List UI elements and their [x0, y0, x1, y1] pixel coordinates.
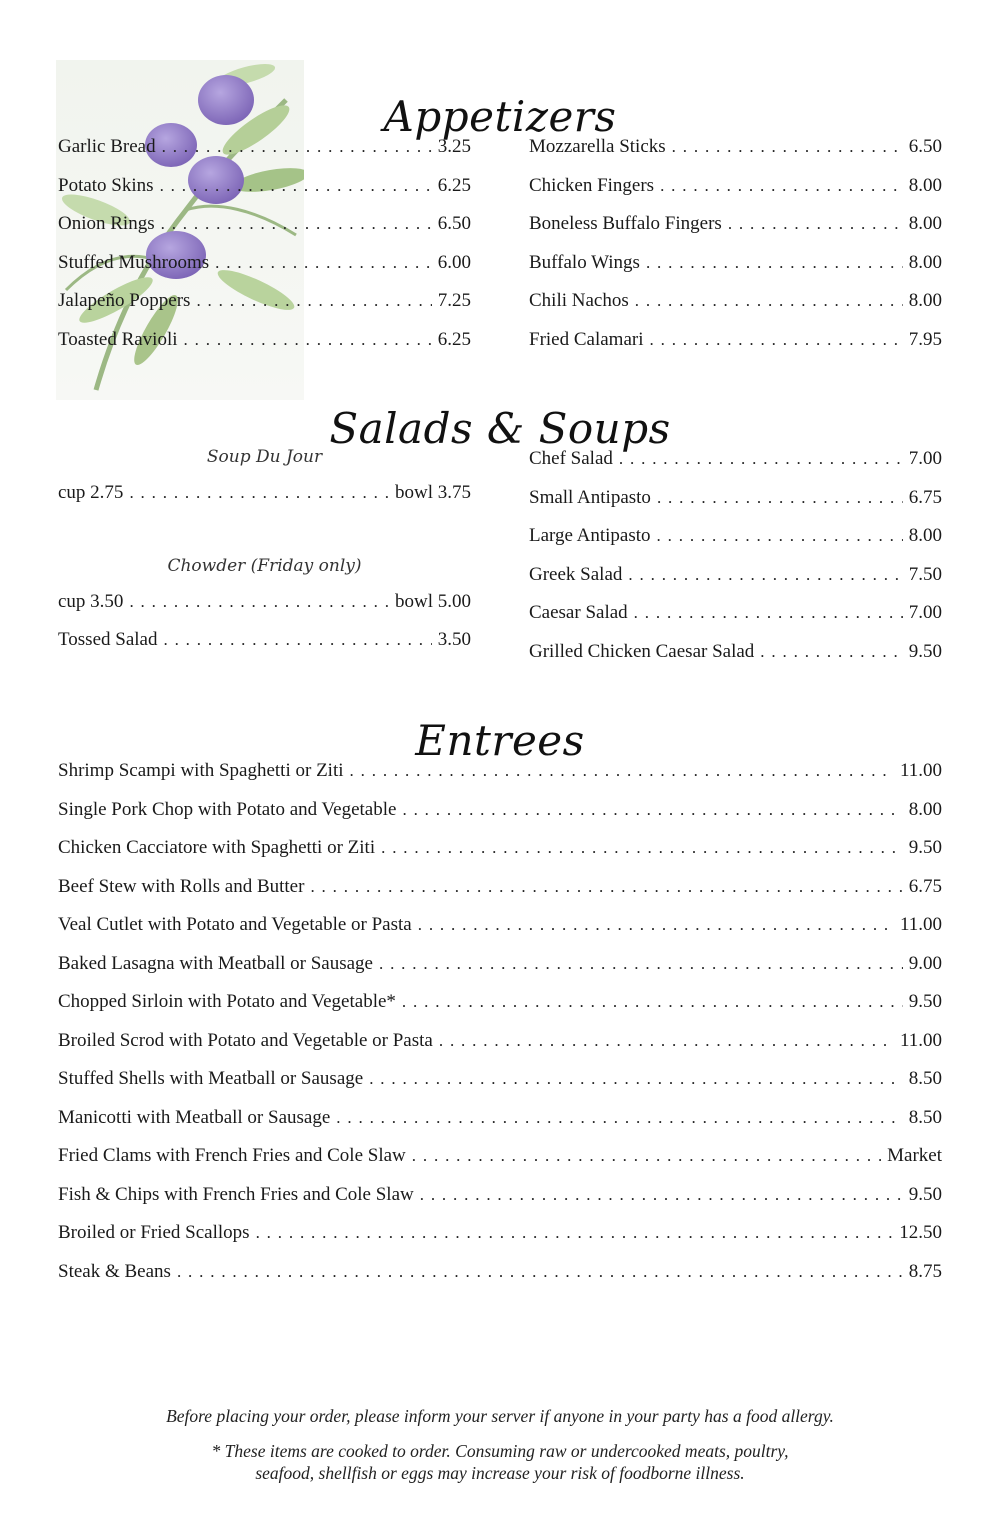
- dot-leader: [634, 594, 903, 633]
- item-name: Fried Clams with French Fries and Cole Slaw: [58, 1145, 406, 1166]
- dot-leader: [650, 321, 903, 360]
- menu-item: [529, 440, 942, 479]
- bowl-price: bowl 3.75: [395, 482, 471, 503]
- item-name: Greek Salad: [529, 563, 623, 585]
- dot-leader: [129, 474, 389, 513]
- menu-item: [529, 205, 942, 244]
- dot-leader: [402, 983, 903, 1022]
- item-price: 11.00: [899, 760, 942, 781]
- dot-leader: [418, 906, 894, 945]
- menu-item: [58, 1060, 942, 1099]
- soup-du-jour-row: [58, 474, 471, 513]
- item-name: Buffalo Wings: [529, 251, 640, 273]
- item-name: Boneless Buffalo Fingers: [529, 213, 722, 234]
- item-price: 12.50: [899, 1222, 942, 1243]
- item-price: 7.00: [908, 448, 942, 469]
- dot-leader: [657, 479, 903, 518]
- menu-item: [529, 282, 942, 321]
- item-name: Small Antipasto: [529, 486, 651, 508]
- item-name: Veal Cutlet with Potato and Vegetable or Pasta: [58, 914, 412, 935]
- item-price: 9.50: [908, 837, 942, 858]
- item-price: 8.00: [908, 525, 942, 546]
- dot-leader: [160, 167, 432, 206]
- menu-item: [58, 621, 471, 660]
- item-price: 8.00: [908, 174, 942, 196]
- dot-leader: [162, 128, 432, 167]
- bowl-price: bowl 5.00: [395, 590, 471, 612]
- item-price: 7.25: [437, 290, 471, 311]
- item-price: Market: [887, 1145, 942, 1166]
- menu-item: [529, 244, 942, 283]
- item-name: Single Pork Chop with Potato and Vegetable: [58, 798, 397, 820]
- item-price: 7.50: [908, 563, 942, 585]
- salads-list: [529, 440, 942, 671]
- menu-item: [58, 1099, 942, 1138]
- item-name: Grilled Chicken Caesar Salad: [529, 640, 755, 662]
- chowder-row: [58, 583, 471, 622]
- menu-item: [58, 1022, 942, 1061]
- menu-item: [529, 128, 942, 167]
- item-name: Stuffed Mushrooms: [58, 251, 210, 273]
- entrees-title: Entrees: [415, 716, 585, 766]
- item-price: 8.00: [908, 798, 942, 820]
- item-name: Chili Nachos: [529, 290, 629, 311]
- item-price: 6.75: [908, 875, 942, 897]
- menu-item: [529, 517, 942, 556]
- dot-leader: [439, 1022, 894, 1061]
- menu-item: [58, 1214, 942, 1253]
- dot-leader: [184, 321, 432, 360]
- menu-item: [58, 244, 471, 283]
- dot-leader: [760, 633, 902, 672]
- item-price: 6.75: [908, 486, 942, 508]
- item-name: Large Antipasto: [529, 525, 651, 546]
- menu-item: [58, 167, 471, 206]
- dot-leader: [420, 1176, 903, 1215]
- dot-leader: [402, 791, 902, 830]
- raw-warning-line2: seafood, shellfish or eggs may increase your risk of foodborne illness.: [255, 1463, 745, 1483]
- menu-item: [58, 128, 471, 167]
- item-price: 8.00: [908, 213, 942, 234]
- item-price: 11.00: [899, 1029, 942, 1051]
- item-name: Fish & Chips with French Fries and Cole Slaw: [58, 1183, 414, 1205]
- item-name: Steak & Beans: [58, 1260, 171, 1282]
- menu-item: [58, 1176, 942, 1215]
- item-price: 7.00: [908, 602, 942, 623]
- dot-leader: [646, 244, 903, 283]
- soups-list: [58, 440, 471, 660]
- menu-item: [58, 1253, 942, 1292]
- menu-item: [529, 556, 942, 595]
- menu-item: [58, 321, 471, 360]
- item-name: Fried Calamari: [529, 328, 644, 350]
- item-name: Potato Skins: [58, 174, 154, 196]
- dot-leader: [215, 244, 432, 283]
- menu-item: [58, 829, 942, 868]
- item-name: Onion Rings: [58, 213, 155, 234]
- allergy-notice: Before placing your order, please inform your server if anyone in your party has a food allergy.: [166, 1406, 834, 1426]
- soup-du-jour-heading: Soup Du Jour: [206, 447, 323, 467]
- raw-warning-line1: * These items are cooked to order. Consuming raw or undercooked meats, poultry,: [211, 1441, 789, 1461]
- dot-leader: [350, 752, 894, 791]
- dot-leader: [412, 1137, 881, 1176]
- item-name: Shrimp Scampi with Spaghetti or Ziti: [58, 760, 344, 781]
- item-price: 9.00: [908, 952, 942, 974]
- dot-leader: [660, 167, 903, 206]
- item-name: Caesar Salad: [529, 602, 628, 623]
- item-name: Broiled Scrod with Potato and Vegetable or Pasta: [58, 1029, 433, 1051]
- dot-leader: [628, 556, 902, 595]
- item-price: 9.50: [908, 1183, 942, 1205]
- item-name: Toasted Ravioli: [58, 328, 178, 350]
- menu-item: [58, 791, 942, 830]
- item-name: Garlic Bread: [58, 136, 156, 157]
- item-name: Broiled or Fried Scallops: [58, 1222, 250, 1243]
- dot-leader: [256, 1214, 894, 1253]
- item-price: 6.50: [437, 213, 471, 234]
- menu-item: [529, 594, 942, 633]
- item-price: 6.25: [437, 328, 471, 350]
- item-name: Chicken Cacciatore with Spaghetti or Ziti: [58, 837, 376, 858]
- dot-leader: [336, 1099, 902, 1138]
- item-price: 11.00: [899, 914, 942, 935]
- item-price: 7.95: [908, 328, 942, 350]
- menu-item: [58, 752, 942, 791]
- item-name: Chicken Fingers: [529, 174, 655, 196]
- dot-leader: [310, 868, 902, 907]
- dot-leader: [177, 1253, 903, 1292]
- menu-item: [58, 945, 942, 984]
- item-price: 6.25: [437, 174, 471, 196]
- dot-leader: [369, 1060, 903, 1099]
- menu-item: [58, 868, 942, 907]
- dot-leader: [635, 282, 903, 321]
- item-name: Baked Lasagna with Meatball or Sausage: [58, 952, 373, 974]
- dot-leader: [728, 205, 903, 244]
- dot-leader: [657, 517, 903, 556]
- item-price: 8.75: [908, 1260, 942, 1282]
- cup-price: cup 2.75: [58, 482, 124, 503]
- menu-item: [529, 321, 942, 360]
- menu-item: [58, 906, 942, 945]
- dot-leader: [163, 621, 431, 660]
- appetizers-left-list: [58, 128, 471, 359]
- menu-item: [58, 282, 471, 321]
- item-name: Chef Salad: [529, 448, 613, 469]
- dot-leader: [381, 829, 903, 868]
- item-name: Jalapeño Poppers: [58, 290, 191, 311]
- appetizers-title: Appetizers: [383, 92, 617, 142]
- menu-item: [58, 1137, 942, 1176]
- appetizers-right-list: [529, 128, 942, 359]
- item-name: Chopped Sirloin with Potato and Vegetable*: [58, 991, 396, 1012]
- item-price: 8.50: [908, 1106, 942, 1128]
- entrees-list: [58, 752, 942, 1291]
- item-name: Manicotti with Meatball or Sausage: [58, 1106, 331, 1128]
- item-price: 8.00: [908, 290, 942, 311]
- chowder-heading: Chowder (Friday only): [167, 555, 362, 576]
- raw-food-warning: [0, 1440, 1000, 1484]
- item-price: 3.25: [437, 136, 471, 157]
- dot-leader: [196, 282, 431, 321]
- cup-price: cup 3.50: [58, 590, 124, 612]
- item-price: 6.50: [908, 136, 942, 157]
- menu-item: [58, 983, 942, 1022]
- menu-item: [529, 633, 942, 672]
- dot-leader: [379, 945, 903, 984]
- dot-leader: [161, 205, 432, 244]
- item-price: 8.00: [908, 251, 942, 273]
- menu-item: [58, 205, 471, 244]
- salads-soups-title: Salads & Soups: [329, 404, 671, 454]
- item-name: Tossed Salad: [58, 629, 158, 650]
- item-name: Beef Stew with Rolls and Butter: [58, 875, 305, 897]
- dot-leader: [129, 583, 389, 622]
- menu-item: [529, 479, 942, 518]
- item-price: 9.50: [908, 991, 942, 1012]
- dot-leader: [672, 128, 903, 167]
- item-name: Mozzarella Sticks: [529, 136, 666, 157]
- item-price: 9.50: [908, 640, 942, 662]
- item-price: 8.50: [908, 1068, 942, 1089]
- item-price: 6.00: [437, 251, 471, 273]
- item-price: 3.50: [437, 629, 471, 650]
- item-name: Stuffed Shells with Meatball or Sausage: [58, 1068, 364, 1089]
- menu-item: [529, 167, 942, 206]
- dot-leader: [619, 440, 903, 479]
